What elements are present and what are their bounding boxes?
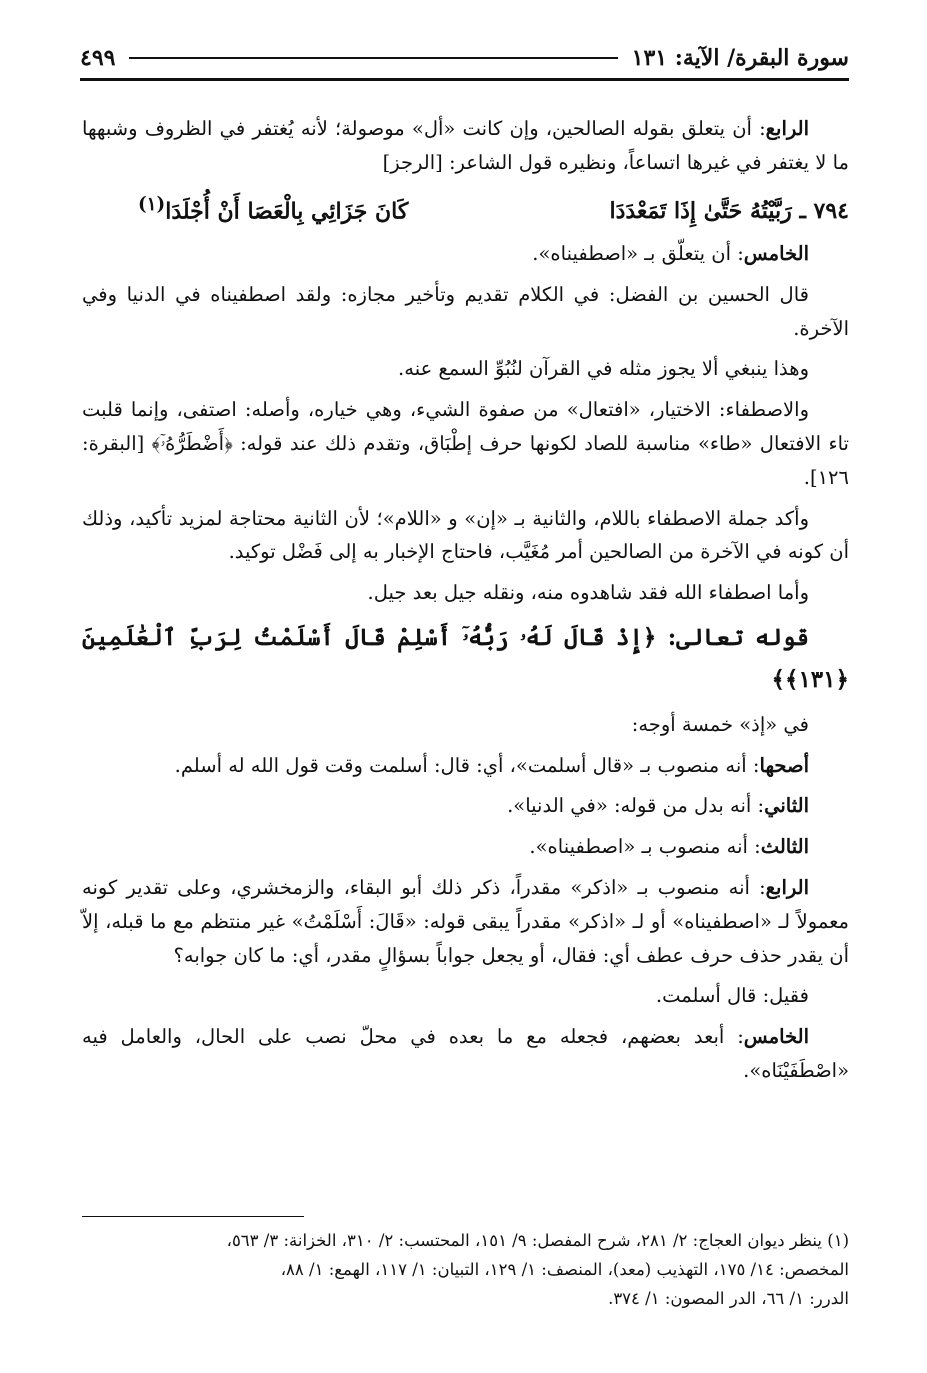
footnote-line: (١) ينظر ديوان العجاج: ٢/ ٢٨١، شرح المفصل: ٩/ ١٥١، المحتسب: ٢/ ٣١٠، الخزانة: ٣/ ٥٦٣، [226,1231,849,1250]
verse-hemistich-2: كَانَ جَزَائِي بِالْعَصَا أَنْ أُجْلَدَا [165,197,409,224]
verse-first-half [609,193,849,229]
paragraph: فقيل: قال أسلمت. [655,984,809,1008]
paragraph: في «إذ» خمسة أوجه: [631,712,809,736]
paragraph [82,1020,849,1088]
paragraph [82,749,849,783]
paragraph [82,830,849,864]
quran-intro: قوله تعالى: [656,623,809,651]
running-title: سورة البقرة/ الآية: ١٣١ [631,45,849,71]
paragraph-text: : أن يتعلق بقوله الصالحين، وإن كانت «أل» موصولة؛ لأنه يُغتفر في الظروف وشبهها ما لا يغتفر في غيرها اتساعاً، ونظيره قول الشاعر: [الرجز] [82,117,849,174]
verse-number: ٧٩٤ ـ [799,197,849,224]
footnotes [82,1226,849,1313]
paragraph-label: الرابع [765,117,809,140]
paragraph [82,112,849,180]
paragraph: وأكد جملة الاصطفاء باللام، والثانية بـ «إن» و «اللام»؛ لأن الثانية محتاجة لمزيد تأكيد، وذلك أن كونه في الآخرة من الصالحين أمر مُغَيَّب، فاحتاج الإخبار به إلى فَضْل توكيد. [82,506,849,564]
footnote-line: الدرر: ١/ ٦٦، الدر المصون: ١/ ٣٧٤. [608,1289,849,1308]
header-rule [129,57,617,59]
paragraph-text: : أنه منصوب بـ «اصطفيناه». [529,835,761,859]
quran-text: ﴿إِذْ قَالَ لَهُۥ رَبُّهُۥٓ أَسْلِمْ قَالَ أَسْلَمْتُ لِرَبِّ ٱلْعَٰلَمِينَ ﴿١٣١﴾﴾ [82,623,849,693]
footnote-separator [82,1216,304,1217]
poetry-verse [82,187,849,229]
footnote-ref: (١) [138,193,166,215]
verse-second-half [82,187,408,229]
paragraph-text: : أبعد بعضهم، فجعله مع ما بعده في محلّ نصب على الحال، والعامل فيه «اصْطَفَيْنَاه». [82,1025,849,1083]
paragraph [82,237,849,271]
quran-verse [82,617,849,701]
verse-hemistich-1: رَبَّيْتُهُ حَتَّىٰ إِذَا تَمَعْدَدَا [609,197,792,224]
page-header [80,38,849,81]
paragraph-text: : أنه بدل من قوله: «في الدنيا». [507,794,765,818]
paragraph-label: الرابع [765,876,809,900]
paragraph [82,871,849,972]
paragraph: وأما اصطفاء الله فقد شاهدوه منه، ونقله جيل بعد جيل. [367,581,809,605]
paragraph-label: الثالث [760,835,809,859]
paragraph: والاصطفاء: الاختيار، «افتعال» من صفوة الشيء، وهي خياره، وأصله: اصتفى، وإنما قلبت تاء الافتعال «طاء» مناسبة للصاد لكونها حرف إطْبَاق، وتقدم ذلك عند قوله: ﴿أَضْطَرُّهُۥٓ﴾ [البقرة: ١٢٦]. [82,398,849,489]
paragraph-text: : أنه منصوب بـ «قال أسلمت»، أي: قال: أسلمت وقت قول الله له أسلم. [174,753,760,777]
paragraph: قال الحسين بن الفضل: في الكلام تقديم وتأخير مجازه: ولقد اصطفيناه في الدنيا وفي الآخرة. [82,282,849,340]
main-text [82,112,849,1095]
paragraph-label: الثاني [764,794,809,818]
paragraph-label: أصحها [759,753,809,777]
paragraph-label: الخامس [743,1025,809,1049]
paragraph-text: : أنه منصوب بـ «اذكر» مقدراً، ذكر ذلك أبو البقاء، والزمخشري، وعلى تقدير كونه معمولاً لـ «اصطفيناه» أو لـ «اذكر» مقدراً يبقى قوله: «قَالَ: أَسْلَمْتُ» غير منتظم مع ما قبله، إلاّ أن يقدر حذف حرف عطف أي: فقال، أو يجعل جواباً بسؤالٍ مقدر، أي: ما كان جوابه؟ [82,876,849,967]
paragraph [82,789,849,823]
page-number: ٤٩٩ [80,45,116,71]
paragraph-text: : أن يتعلّق بـ «اصطفيناه». [532,241,744,265]
paragraph: وهذا ينبغي ألا يجوز مثله في القرآن لنُبُوِّ السمع عنه. [398,357,809,381]
footnote-line: المخصص: ١٤/ ١٧٥، التهذيب (معد)، المنصف: ١/ ١٢٩، التبيان: ١/ ١١٧، الهمع: ١/ ٨٨، [280,1260,849,1279]
paragraph-label: الخامس [743,241,809,265]
